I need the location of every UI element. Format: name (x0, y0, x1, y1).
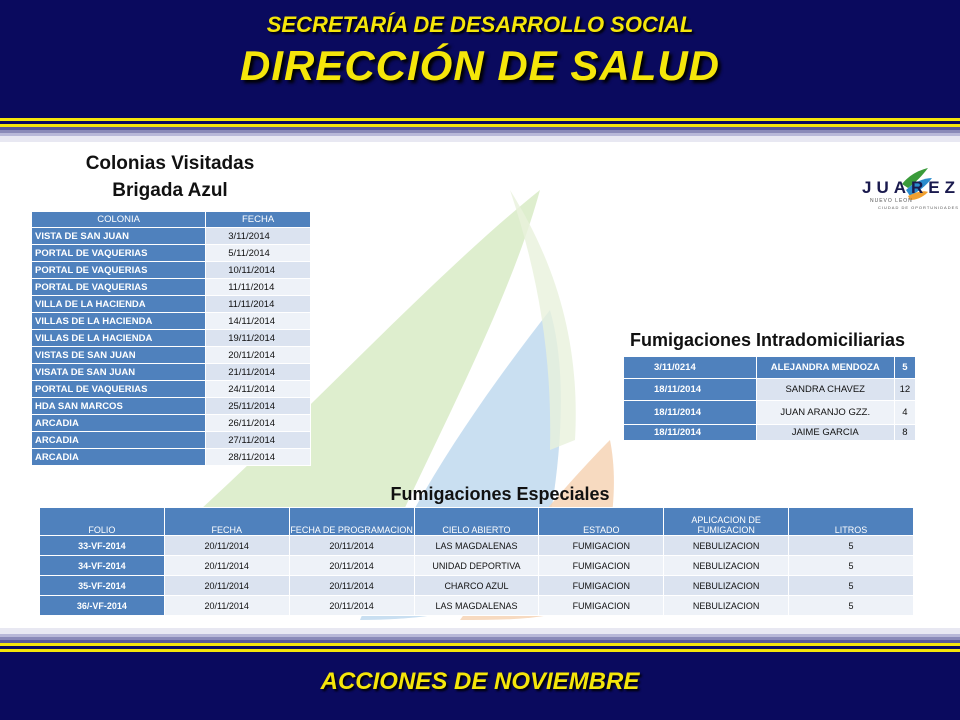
cielo-abierto-cell: CHARCO AZUL (414, 576, 539, 596)
table-row (32, 228, 311, 245)
fecha-cell: 20/11/2014 (164, 576, 289, 596)
especiales-table (39, 507, 914, 616)
name-cell: JAIME GARCIA (756, 425, 894, 441)
name-cell: SANDRA CHAVEZ (756, 379, 894, 401)
colonias-title-line1: Colonias Visitadas (85, 153, 255, 174)
fecha-programacion-cell: 20/11/2014 (289, 556, 414, 576)
logo-wordmark: JUAREZ (862, 178, 960, 197)
footer-title: ACCIONES DE NOVIEMBRE (320, 668, 640, 695)
column-header-colonia: COLONIA (32, 212, 206, 228)
table-row (32, 432, 311, 449)
table-row (32, 347, 311, 364)
header-subtitle: SECRETARÍA DE DESARROLLO SOCIAL (266, 12, 694, 37)
fecha-cell: 10/11/2014 (206, 262, 311, 279)
fecha-cell: 27/11/2014 (206, 432, 311, 449)
header-stripes (0, 112, 960, 142)
fecha-cell: 24/11/2014 (206, 381, 311, 398)
colonia-cell: PORTAL DE VAQUERIAS (32, 262, 206, 279)
table-row (624, 401, 916, 425)
colonia-cell: VILLA DE LA HACIENDA (32, 296, 206, 313)
table-row (40, 556, 914, 576)
table-row (32, 296, 311, 313)
colonia-cell: ARCADIA (32, 449, 206, 466)
footer-stripes (0, 628, 960, 656)
date-cell: 3/11/0214 (624, 357, 757, 379)
table-row (32, 364, 311, 381)
column-header-cielo-abierto: CIELO ABIERTO (414, 508, 539, 536)
fecha-programacion-cell: 20/11/2014 (289, 576, 414, 596)
table-row (32, 398, 311, 415)
colonia-cell: ARCADIA (32, 415, 206, 432)
litros-cell: 5 (789, 596, 914, 616)
fecha-cell: 20/11/2014 (164, 536, 289, 556)
folio-cell: 34-VF-2014 (40, 556, 165, 576)
folio-cell: 35-VF-2014 (40, 576, 165, 596)
estado-cell: FUMIGACION (539, 536, 664, 556)
footer-bar (0, 654, 960, 720)
header-bar (0, 0, 960, 112)
fecha-cell: 20/11/2014 (164, 596, 289, 616)
intra-table (623, 356, 916, 441)
table-row (40, 576, 914, 596)
quantity-cell: 4 (894, 401, 915, 425)
colonias-table (31, 211, 311, 466)
folio-cell: 33-VF-2014 (40, 536, 165, 556)
column-header-litros: LITROS (789, 508, 914, 536)
table-row (32, 415, 311, 432)
cielo-abierto-cell: LAS MAGDALENAS (414, 596, 539, 616)
fecha-cell: 26/11/2014 (206, 415, 311, 432)
fecha-cell: 21/11/2014 (206, 364, 311, 381)
litros-cell: 5 (789, 536, 914, 556)
fecha-cell: 20/11/2014 (206, 347, 311, 364)
colonia-cell: VISTA DE SAN JUAN (32, 228, 206, 245)
logo-subtitle: NUEVO LEON (870, 198, 913, 204)
table-row (32, 245, 311, 262)
colonia-cell: PORTAL DE VAQUERIAS (32, 279, 206, 296)
table-row (32, 449, 311, 466)
litros-cell: 5 (789, 576, 914, 596)
fecha-cell: 11/11/2014 (206, 279, 311, 296)
cielo-abierto-cell: LAS MAGDALENAS (414, 536, 539, 556)
date-cell: 18/11/2014 (624, 401, 757, 425)
fecha-cell: 3/11/2014 (206, 228, 311, 245)
table-row (32, 279, 311, 296)
quantity-cell: 5 (894, 357, 915, 379)
colonia-cell: PORTAL DE VAQUERIAS (32, 245, 206, 262)
table-row (40, 536, 914, 556)
table-row (624, 379, 916, 401)
name-cell: ALEJANDRA MENDOZA (756, 357, 894, 379)
fecha-cell: 14/11/2014 (206, 313, 311, 330)
table-header-row (32, 212, 311, 228)
table-row (32, 330, 311, 347)
column-header-estado: ESTADO (539, 508, 664, 536)
fecha-cell: 28/11/2014 (206, 449, 311, 466)
intra-title: Fumigaciones Intradomiciliarias (629, 330, 906, 350)
colonia-cell: HDA SAN MARCOS (32, 398, 206, 415)
table-row (40, 596, 914, 616)
table-row (32, 262, 311, 279)
date-cell: 18/11/2014 (624, 379, 757, 401)
fecha-cell: 25/11/2014 (206, 398, 311, 415)
litros-cell: 5 (789, 556, 914, 576)
column-header-aplicacion: APLICACION DE FUMIGACION (664, 508, 789, 536)
colonia-cell: VISTAS DE SAN JUAN (32, 347, 206, 364)
fecha-cell: 20/11/2014 (164, 556, 289, 576)
quantity-cell: 8 (894, 425, 915, 441)
page-title: DIRECCIÓN DE SALUD (239, 42, 721, 89)
fecha-cell: 19/11/2014 (206, 330, 311, 347)
fecha-cell: 11/11/2014 (206, 296, 311, 313)
name-cell: JUAN ARANJO GZZ. (756, 401, 894, 425)
estado-cell: FUMIGACION (539, 576, 664, 596)
column-header-fecha-programacion: FECHA DE PROGRAMACION (289, 508, 414, 536)
table-header-row (40, 508, 914, 536)
estado-cell: FUMIGACION (539, 596, 664, 616)
colonia-cell: VILLAS DE LA HACIENDA (32, 313, 206, 330)
colonia-cell: ARCADIA (32, 432, 206, 449)
aplicacion-cell: NEBULIZACION (664, 596, 789, 616)
table-row (624, 425, 916, 441)
aplicacion-cell: NEBULIZACION (664, 576, 789, 596)
colonia-cell: VILLAS DE LA HACIENDA (32, 330, 206, 347)
column-header-fecha: FECHA (164, 508, 289, 536)
table-row (624, 357, 916, 379)
aplicacion-cell: NEBULIZACION (664, 536, 789, 556)
fecha-programacion-cell: 20/11/2014 (289, 536, 414, 556)
especiales-title: Fumigaciones Especiales (390, 484, 610, 504)
quantity-cell: 12 (894, 379, 915, 401)
estado-cell: FUMIGACION (539, 556, 664, 576)
fecha-programacion-cell: 20/11/2014 (289, 596, 414, 616)
folio-cell: 36/-VF-2014 (40, 596, 165, 616)
column-header-folio: FOLIO (40, 508, 165, 536)
table-row (32, 313, 311, 330)
table-row (32, 381, 311, 398)
column-header-fecha: FECHA (206, 212, 311, 228)
cielo-abierto-cell: UNIDAD DEPORTIVA (414, 556, 539, 576)
colonias-title-line2: Brigada Azul (112, 180, 228, 201)
colonia-cell: PORTAL DE VAQUERIAS (32, 381, 206, 398)
logo-tagline: CIUDAD DE OPORTUNIDADES (878, 205, 959, 210)
date-cell: 18/11/2014 (624, 425, 757, 441)
colonia-cell: VISATA DE SAN JUAN (32, 364, 206, 381)
fecha-cell: 5/11/2014 (206, 245, 311, 262)
aplicacion-cell: NEBULIZACION (664, 556, 789, 576)
